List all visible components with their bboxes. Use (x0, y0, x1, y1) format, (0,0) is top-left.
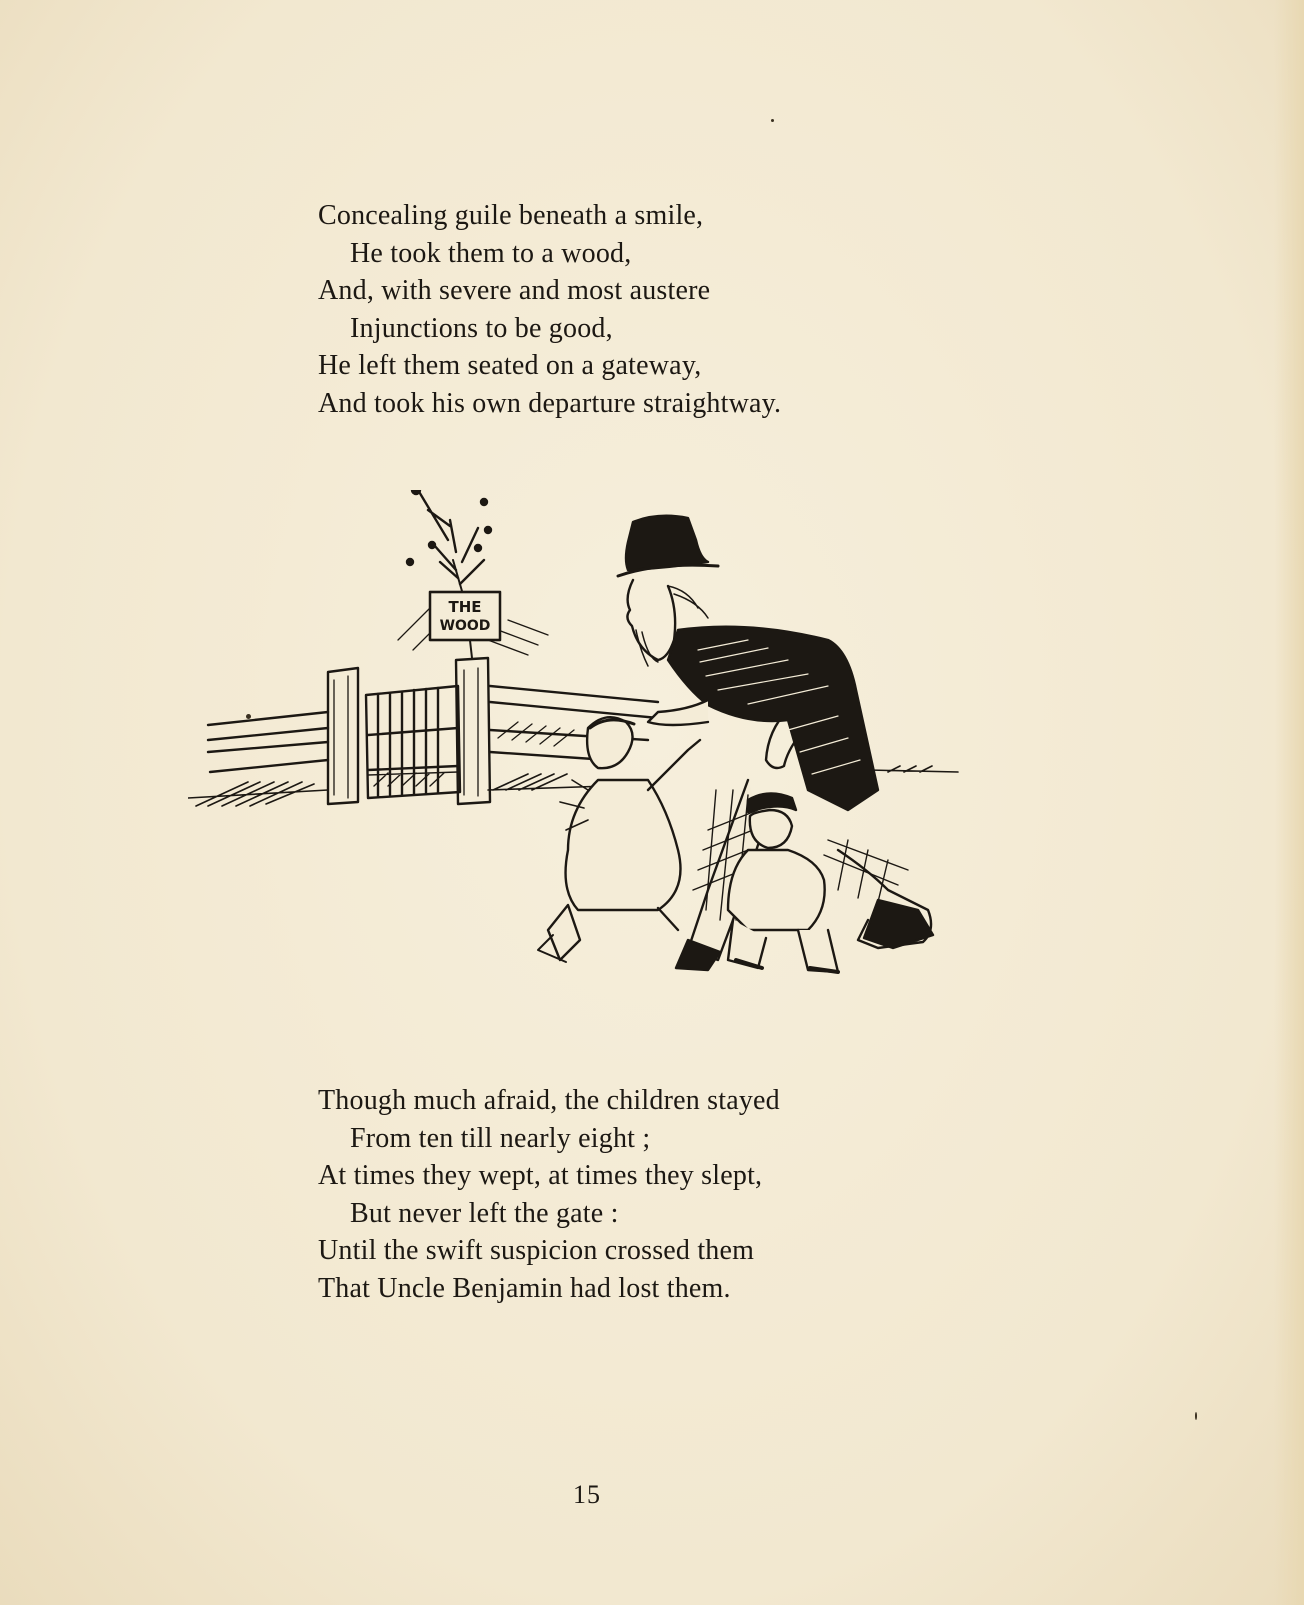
illustration-uncle-and-children-at-gate (188, 490, 988, 1020)
stanza-top-line-6: And took his own departure straightway. (318, 387, 782, 419)
stanza-top-line-1: Concealing guile beneath a smile, (318, 200, 704, 231)
paper-speck (1195, 1412, 1197, 1420)
girl-figure (538, 717, 700, 962)
gate (366, 686, 460, 798)
stanza-bottom-line-3: At times they wept, at times they slept, (318, 1160, 763, 1192)
paper-speck (246, 714, 251, 719)
stanza-top-line-3: And, with severe and most austere (318, 275, 711, 307)
stanza-bottom-line-1: Though much afraid, the children stayed (318, 1085, 780, 1116)
stanza-top (318, 197, 781, 423)
sign-text-line-2: WOOD (439, 618, 491, 634)
stanza-top-line-2: He took them to a wood, (350, 237, 632, 269)
gatepost (456, 658, 490, 804)
stanza-bottom-line-2: From ten till nearly eight ; (350, 1122, 651, 1154)
page-number: 15 (573, 1480, 601, 1509)
stanza-bottom-line-4: But never left the gate : (350, 1197, 619, 1229)
stanza-top-line-5: He left them seated on a gateway, (318, 350, 702, 382)
stanza-bottom-line-6: That Uncle Benjamin had lost them. (318, 1272, 731, 1304)
stanza-bottom (318, 1082, 780, 1308)
stanza-bottom-line-5: Until the swift suspicion crossed them (318, 1235, 755, 1267)
sign-text-line-1: THE (448, 598, 482, 616)
stanza-top-line-4: Injunctions to be good, (350, 312, 613, 344)
paper-speck (771, 119, 774, 122)
